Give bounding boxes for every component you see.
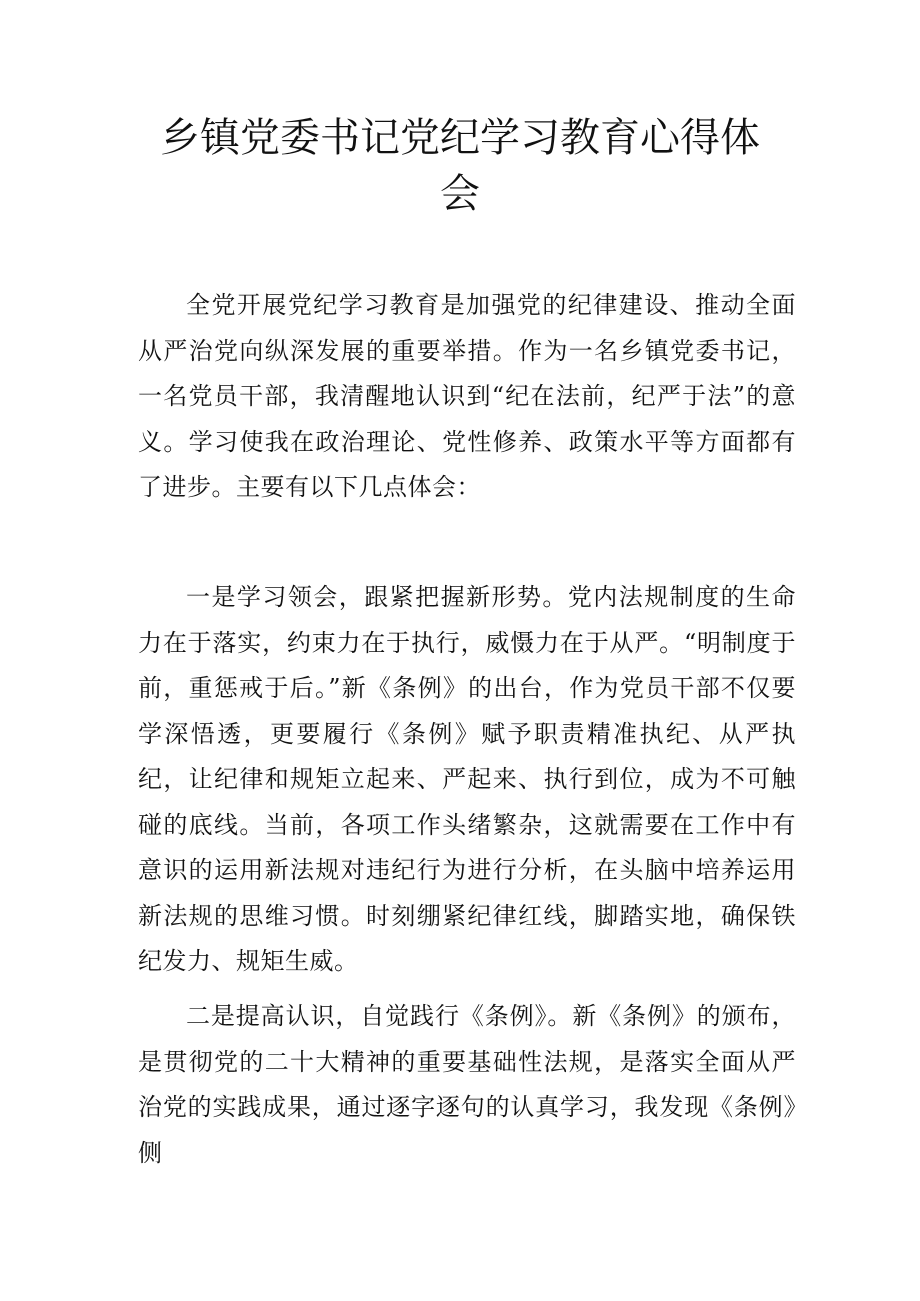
paragraph-intro: 全党开展党纪学习教育是加强党的纪律建设、推动全面从严治党向纵深发展的重要举措。作为一名乡镇党委书记，一名党员干部，我清醒地认识到“纪在法前，纪严于法”的意义。学习使我在政治理论、党性修养、政策水平等方面都有了进步。主要有以下几点体会：	[138, 291, 796, 501]
paragraph-point-two: 二是提高认识，自觉践行《条例》。新《条例》的颁布，是贯彻党的二十大精神的重要基础性法规，是落实全面从严治党的实践成果，通过逐字逐句的认真学习，我发现《条例》侧	[138, 1002, 796, 1167]
document-title: 乡镇党委书记党纪学习教育心得体会	[160, 115, 760, 217]
paragraph-point-one: 一是学习领会，跟紧把握新形势。党内法规制度的生命力在于落实，约束力在于执行，威慑力在于从严。“明制度于前，重惩戒于后。”新《条例》的出台，作为党员干部不仅要学深悟透，更要履行《条例》赋予职责精准执纪、从严执纪，让纪律和规矩立起来、严起来、执行到位，成为不可触碰的底线。当前，各项工作头绪繁杂，这就需要在工作中有意识的运用新法规对违纪行为进行分析，在头脑中培养运用新法规的思维习惯。时刻绷紧纪律红线，脚踏实地，确保铁纪发力、规矩生威。	[138, 583, 796, 975]
